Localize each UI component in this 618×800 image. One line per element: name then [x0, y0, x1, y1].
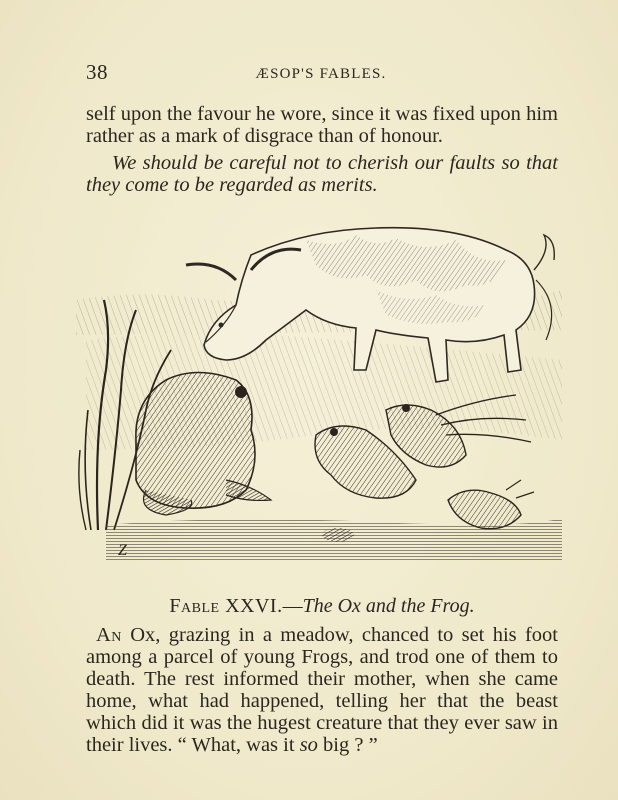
fable-number: Fable XXVI. — [169, 595, 283, 617]
young-frog-3 — [448, 480, 534, 529]
page-number: 38 — [86, 60, 108, 84]
emphasis-text: so — [299, 734, 318, 756]
running-head: ÆSOP'S FABLES. — [255, 66, 387, 82]
paragraph-text-a: Ox, grazing in a meadow, chanced to set his foot among a parcel of young Frogs, and trod one of them to death. The rest informed their mother, when she came home, what had happened, telling her that the beast which did it was the hugest creature that they ever saw in their lives. “ What, was it — [86, 624, 558, 756]
page-header — [86, 60, 556, 84]
artist-signature: Z — [118, 542, 127, 559]
ox-and-frogs-engraving — [76, 210, 562, 580]
paragraph-continued: self upon the favour he wore, since it was fixed upon him rather as a mark of disgrace than of honour. — [86, 103, 558, 147]
frog-in-water — [322, 528, 354, 542]
fable-paragraph — [86, 624, 558, 756]
caption-dash: — — [282, 595, 303, 617]
paragraph-text-b: big ? ” — [317, 734, 378, 756]
fable-title: The Ox and the Frog. — [302, 595, 475, 617]
fable-caption — [86, 595, 558, 618]
moral-text: We should be careful not to cherish our faults so that they come to be regarded as merits. — [86, 152, 558, 196]
opening-words: An — [96, 624, 122, 646]
